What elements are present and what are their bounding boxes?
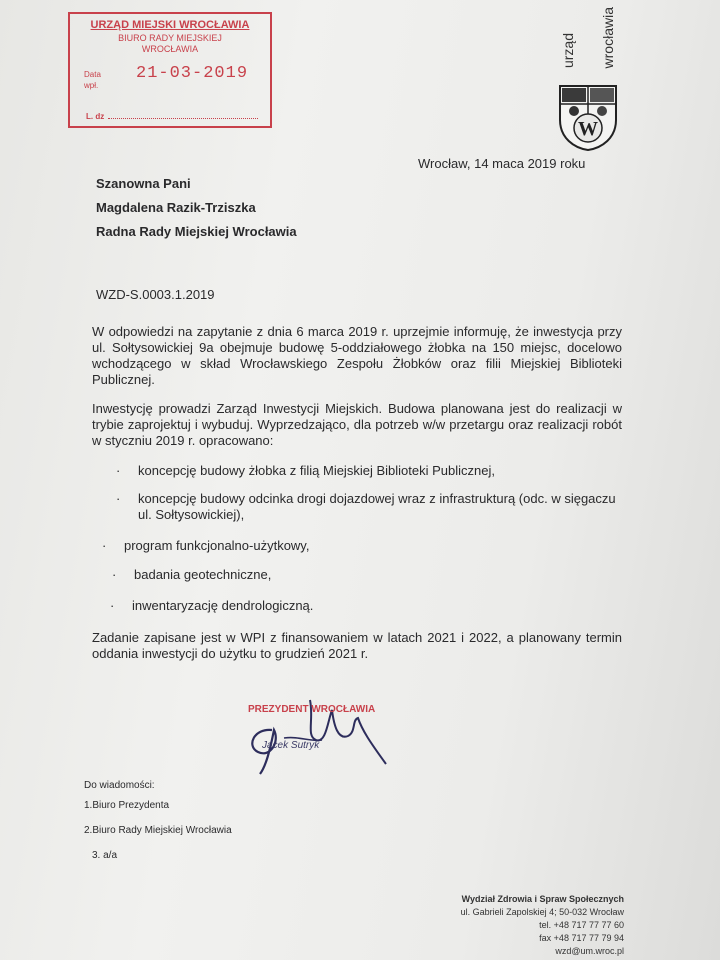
list-item	[116, 491, 618, 523]
stamp-date-label-2: wpł.	[84, 81, 99, 90]
paragraph-3: Zadanie zapisane jest w WPI z finansowaniem w latach 2021 i 2022, a planowany termin oddania inwestycji do użytku to grudzień 2021 r.	[92, 630, 622, 661]
list-item-text: koncepcję budowy żłobka z filią Miejskiej Biblioteki Publicznej,	[138, 463, 495, 478]
wordmark	[560, 0, 624, 72]
list-item	[112, 567, 614, 583]
list-item-text: inwentaryzację dendrologiczną.	[132, 598, 314, 613]
recipient-name: Magdalena Razik-Trziszka	[96, 200, 256, 215]
list-item	[102, 538, 604, 554]
bullet-mark: ·	[116, 491, 121, 506]
stamp-office: URZĄD MIEJSKI WROCŁAWIA	[90, 19, 250, 31]
list-item-text: koncepcję budowy odcinka drogi dojazdowej wraz z infrastrukturą (odc. w sięgaczu ul. Sołtysowickiej),	[138, 491, 616, 522]
stamp-city: WROCŁAWIA	[141, 44, 199, 54]
reference-number: WZD-S.0003.1.2019	[96, 287, 215, 302]
stamp-bureau: BIURO RADY MIEJSKIEJ	[118, 33, 222, 43]
list-item	[110, 598, 612, 614]
footer-address: ul. Gabrieli Zapolskiej 4; 50-032 Wrocław	[460, 907, 624, 917]
bullet-mark: ·	[110, 598, 115, 613]
cc-item-3: 3. a/a	[92, 850, 118, 861]
paragraph-2: Inwestycję prowadzi Zarząd Inwestycji Miejskich. Budowa planowana jest do realizacji w trybie zaprojektuj i wybuduj. Wyprzedzająco, dla potrzeb w/w przetargu oraz realizacji robót w styczniu 2019 r. opracowano:	[92, 401, 622, 448]
stamp-date-label	[84, 69, 101, 91]
bullet-mark: ·	[102, 538, 107, 553]
list-item	[116, 463, 618, 479]
stamp-date-value: 21-03-2019	[136, 64, 249, 83]
cc-item-1: 1.Biuro Prezydenta	[84, 800, 170, 811]
footer-department: Wydział Zdrowia i Spraw Społecznych	[461, 894, 624, 904]
bullet-mark: ·	[116, 463, 121, 478]
footer-email: wzd@um.wroc.pl	[555, 946, 624, 956]
stamp-date-label-1: Data	[84, 70, 101, 79]
wordmark-urzad: urząd	[560, 32, 576, 68]
paragraph-1: W odpowiedzi na zapytanie z dnia 6 marca 2019 r. uprzejmie informuję, że inwestycja przy ul. Sołtysowickiej 9a obejmuje budowę 5-oddziałowego żłobka na 150 miejsc, docelowo wchodzącego w skład Wrocławskiego Zespołu Żłobków oraz filii Miejskiej Biblioteki Publicznej.	[92, 324, 622, 387]
footer-fax: fax +48 717 77 79 94	[539, 933, 624, 943]
signature-name: Jacek Sutryk	[262, 740, 320, 751]
letter-date: Wrocław, 14 maca 2019 roku	[418, 156, 586, 171]
recipient-salutation: Szanowna Pani	[96, 176, 191, 191]
list-item-text: program funkcjonalno-użytkowy,	[124, 538, 310, 553]
signature-title: PREZYDENT WROCŁAWIA	[248, 704, 376, 715]
cc-item-2: 2.Biuro Rady Miejskiej Wrocławia	[84, 825, 232, 836]
stamp-ldz-label: L. dz	[86, 112, 105, 121]
city-crest-icon	[556, 82, 620, 152]
wordmark-wroclawia: wrocławia	[600, 6, 616, 68]
svg-text:W: W	[578, 118, 598, 140]
list-item-text: badania geotechniczne,	[134, 567, 272, 582]
recipient-role: Radna Rady Miejskiej Wrocławia	[96, 224, 297, 239]
registration-stamp	[68, 12, 272, 128]
footer-tel: tel. +48 717 77 77 60	[539, 920, 624, 930]
cc-heading: Do wiadomości:	[84, 780, 155, 791]
bullet-mark: ·	[112, 567, 117, 582]
stamp-ldz	[86, 112, 266, 121]
